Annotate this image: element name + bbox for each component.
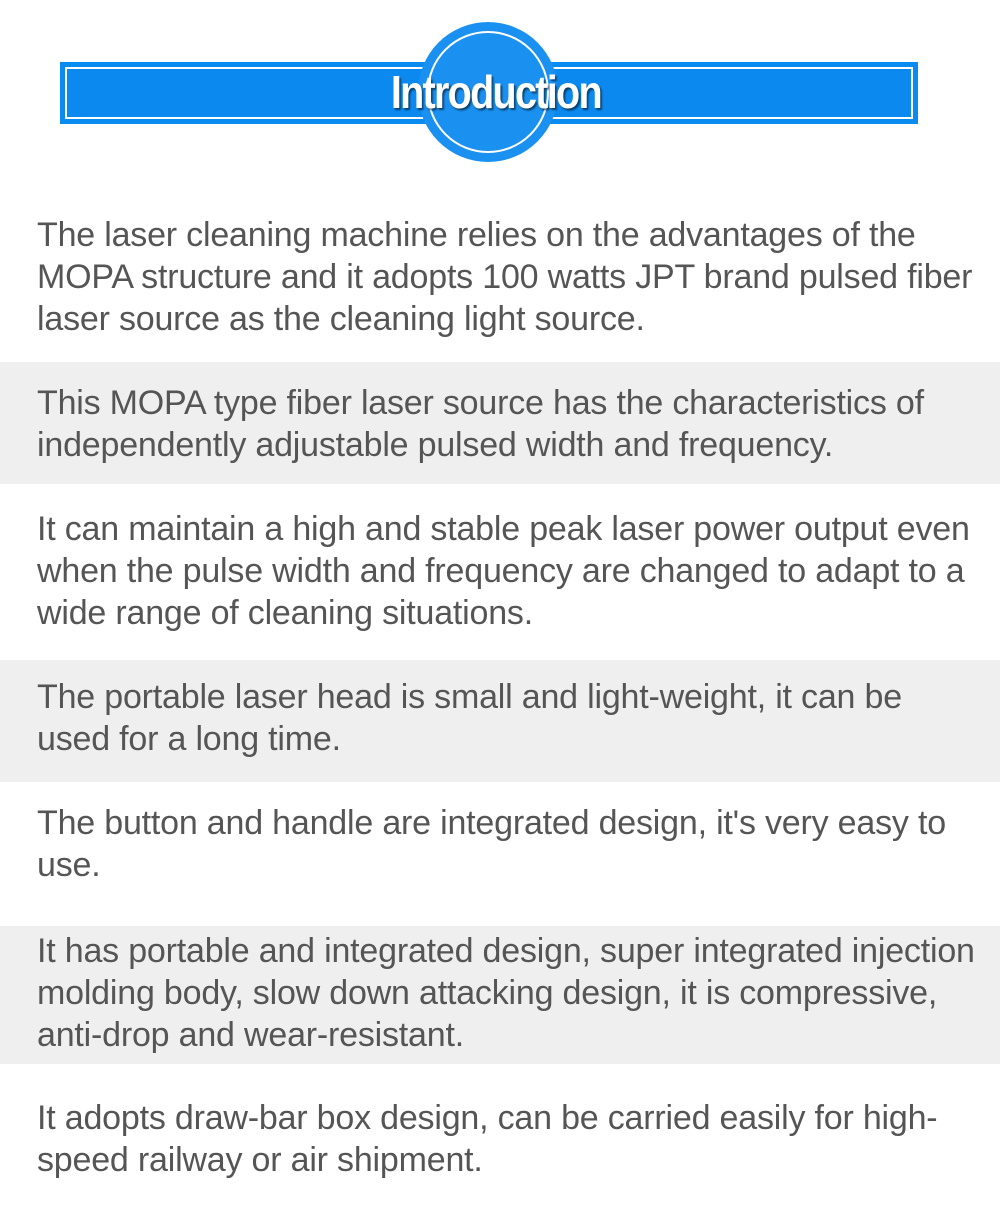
page-title: Introduction bbox=[390, 66, 601, 118]
paragraph-block-4 bbox=[0, 660, 1000, 782]
paragraph-text: The laser cleaning machine relies on the advantages of the MOPA structure and it adopts 100 watts JPT brand pulsed fiber laser source as the cleaning light source. bbox=[37, 216, 973, 338]
paragraph-text: It has portable and integrated design, super integrated injection molding body, slow down attacking design, it is compressive, anti-drop and wear-resistant. bbox=[37, 932, 975, 1054]
paragraph-block-5 bbox=[0, 782, 1000, 926]
paragraph-block-6 bbox=[0, 926, 1000, 1064]
paragraph-block-1 bbox=[0, 214, 1000, 362]
paragraph-text: The portable laser head is small and light-weight, it can be used for a long time. bbox=[37, 678, 902, 758]
paragraph-block-7 bbox=[0, 1064, 1000, 1220]
paragraph-text: This MOPA type fiber laser source has the characteristics of independently adjustable pulsed width and frequency. bbox=[37, 384, 924, 464]
paragraph-text: It adopts draw-bar box design, can be carried easily for high-speed railway or air shipment. bbox=[37, 1099, 938, 1179]
paragraph-block-3 bbox=[0, 484, 1000, 660]
paragraph-text: The button and handle are integrated design, it's very easy to use. bbox=[37, 804, 946, 884]
paragraph-block-2 bbox=[0, 362, 1000, 484]
paragraph-text: It can maintain a high and stable peak laser power output even when the pulse width and frequency are changed to adapt to a wide range of cleaning situations. bbox=[37, 510, 970, 632]
